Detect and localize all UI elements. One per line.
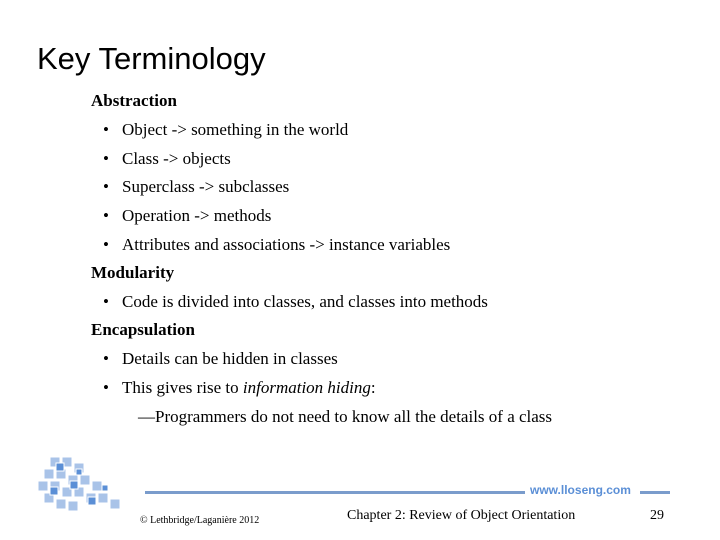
- information-hiding-term: information hiding: [242, 378, 371, 397]
- bullet-icon: •: [103, 177, 109, 196]
- list-item-text: Operation -> methods: [122, 206, 272, 225]
- heading-encapsulation: Encapsulation: [91, 320, 195, 339]
- slide-title: Key Terminology: [37, 41, 266, 76]
- list-item-text: Object -> something in the world: [122, 120, 349, 139]
- list-item: [103, 378, 376, 398]
- footer-copyright: © Lethbridge/Laganière 2012: [140, 515, 260, 526]
- list-item-text: Superclass -> subclasses: [122, 177, 290, 196]
- bullet-icon: •: [103, 120, 109, 139]
- bullet-icon: •: [103, 292, 109, 311]
- footer-divider: [145, 491, 525, 494]
- list-item: [103, 292, 488, 312]
- cube-pattern-logo-icon: [30, 455, 140, 515]
- colon-text: :: [370, 378, 376, 397]
- bullet-icon: •: [103, 235, 109, 254]
- list-item-text: Details can be hidden in classes: [122, 349, 338, 368]
- list-item: [103, 349, 338, 369]
- list-item-text: This gives rise to: [122, 378, 243, 397]
- bullet-icon: •: [103, 349, 109, 368]
- footer-chapter: Chapter 2: Review of Object Orientation: [347, 508, 576, 523]
- page-number: 29: [650, 508, 664, 523]
- bullet-icon: •: [103, 378, 109, 397]
- list-item: [103, 149, 231, 169]
- list-item: [103, 206, 271, 226]
- bullet-icon: •: [103, 149, 109, 168]
- list-item-text: Code is divided into classes, and classes into methods: [122, 292, 488, 311]
- list-item: [103, 120, 348, 140]
- list-item: [103, 235, 450, 255]
- list-item-text: Class -> objects: [122, 149, 231, 168]
- website-link[interactable]: www.lloseng.com: [530, 483, 631, 497]
- list-item: [103, 177, 289, 197]
- sub-list-item: —Programmers do not need to know all the details of a class: [138, 407, 553, 426]
- heading-modularity: Modularity: [91, 263, 175, 282]
- bullet-icon: •: [103, 206, 109, 225]
- heading-abstraction: Abstraction: [91, 91, 177, 110]
- list-item-text: Attributes and associations -> instance variables: [122, 235, 451, 254]
- footer-divider-right: [640, 491, 670, 494]
